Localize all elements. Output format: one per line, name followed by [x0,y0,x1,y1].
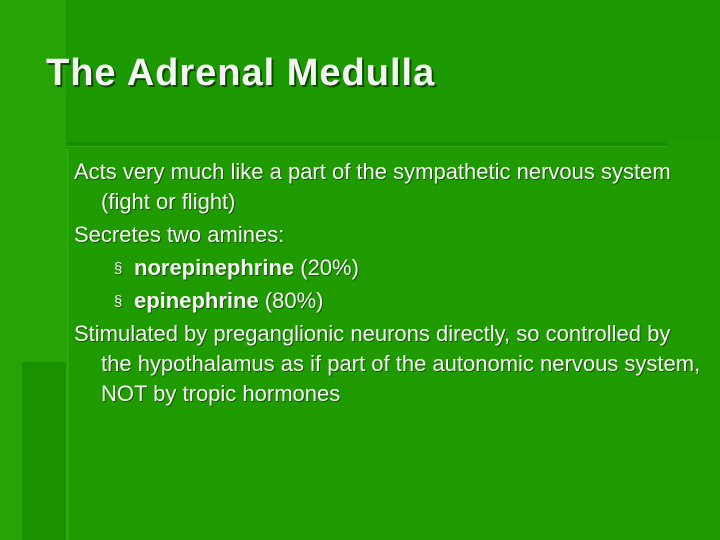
bullet-stimulated: Stimulated by preganglionic neurons directly, so controlled by the hypothalamus as if part of the autonomic nervous system, NOT by tropic hormones [74,321,701,406]
decorative-left-lower-panel [22,362,66,540]
amine-percentage: (20%) [294,255,359,280]
sub-bullet-epinephrine [74,286,704,316]
bullet-secretes-amines: Secretes two amines: [74,222,285,247]
amine-name: epinephrine [134,288,259,313]
slide-body [74,157,704,412]
bullet-sympathetic: Acts very much like a part of the sympathetic nervous system (fight or flight) [74,159,671,214]
amine-percentage: (80%) [258,288,324,313]
amine-name: norepinephrine [134,255,295,280]
title-divider [66,142,666,147]
square-bullet-icon: § [114,293,123,310]
square-bullet-icon: § [114,260,123,277]
title-divider-stub [672,140,720,148]
sub-bullet-norepinephrine [74,253,704,283]
slide-title: The Adrenal Medulla [46,52,436,94]
